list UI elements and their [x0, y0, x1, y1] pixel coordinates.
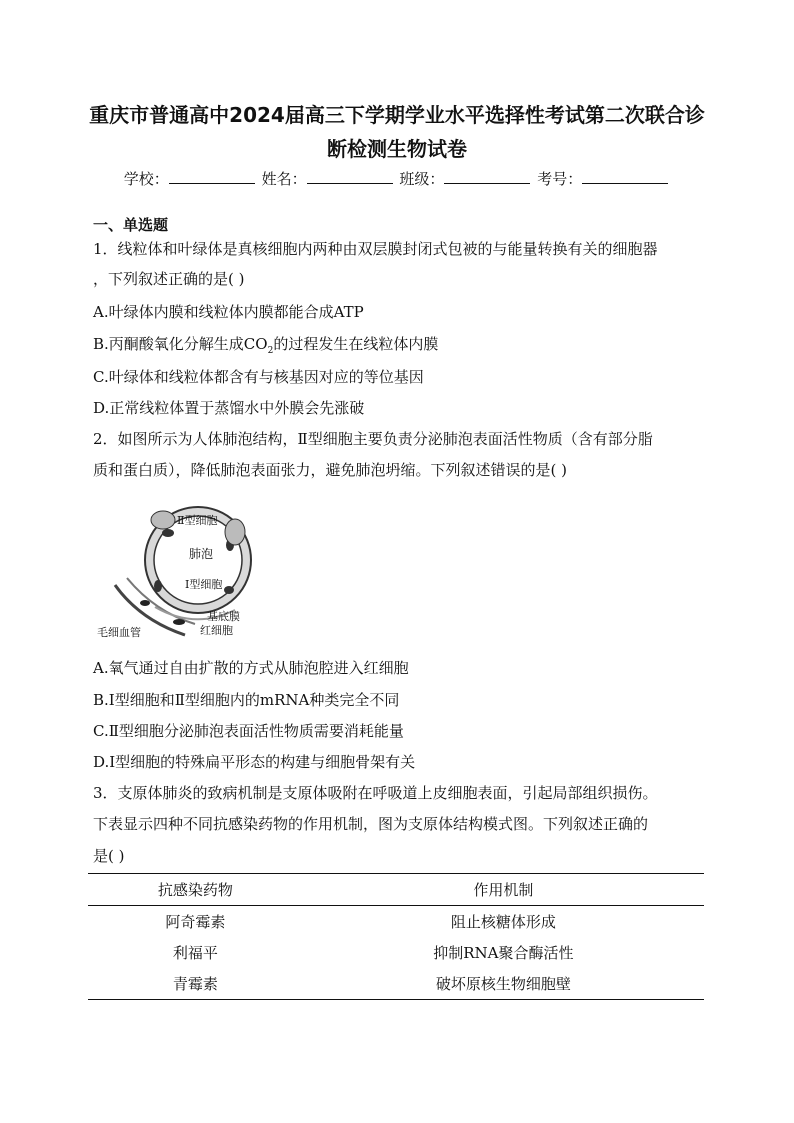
class-field[interactable]	[444, 168, 530, 184]
q2-stem-line1: 2．如图所示为人体肺泡结构，Ⅱ型细胞主要负责分泌肺泡表面活性物质（含有部分脂	[93, 430, 653, 448]
q1-stem-line1: 1．线粒体和叶绿体是真核细胞内两种由双层膜封闭式包被的与能量转换有关的细胞器	[93, 240, 658, 258]
q3-stem-line3: 是( )	[93, 847, 125, 865]
q2-option-c: C.Ⅱ型细胞分泌肺泡表面活性物质需要消耗能量	[93, 722, 404, 740]
drug-mechanism-table	[88, 873, 704, 1000]
label-capillary: 毛细血管	[97, 626, 141, 639]
red-blood-cell	[173, 619, 185, 625]
exam-title-line1: 重庆市普通高中2024届高三下学期学业水平选择性考试第二次联合诊	[89, 103, 705, 127]
red-blood-cell	[140, 600, 150, 606]
table-header-cell: 抗感染药物	[88, 874, 303, 906]
q2-option-b: B.Ⅰ型细胞和Ⅱ型细胞内的mRNA种类完全不同	[93, 691, 400, 709]
school-label: 学校：	[123, 170, 169, 188]
table-cell: 青霉素	[88, 968, 303, 1000]
q1-option-b-subscript: 2	[267, 346, 274, 356]
number-field[interactable]	[582, 168, 668, 184]
label-red-blood-cell: 红细胞	[200, 624, 233, 637]
number-label: 考号：	[537, 170, 583, 188]
label-type2-cell: Ⅱ型细胞	[177, 514, 218, 527]
table-row	[88, 906, 704, 938]
table-header-cell: 作用机制	[303, 874, 704, 906]
cell-nucleus	[154, 580, 162, 592]
cell-nucleus	[224, 586, 234, 594]
q1-option-b	[93, 333, 438, 362]
q2-option-a: A.氧气通过自由扩散的方式从肺泡腔进入红细胞	[93, 659, 409, 677]
q1-option-a: A.叶绿体内膜和线粒体内膜都能合成ATP	[93, 303, 364, 321]
table-row	[88, 937, 704, 968]
name-label: 姓名：	[261, 170, 307, 188]
q3-stem-line2: 下表显示四种不同抗感染药物的作用机制，图为支原体结构模式图。下列叙述正确的	[93, 815, 649, 833]
school-field[interactable]	[169, 168, 255, 184]
q1-stem-line2: ，下列叙述正确的是( )	[93, 270, 245, 288]
alveolus-diagram	[95, 490, 265, 642]
label-alveolus: 肺泡	[189, 547, 214, 561]
type2-cell	[225, 519, 245, 545]
q2-option-d: D.Ⅰ型细胞的特殊扁平形态的构建与细胞骨架有关	[93, 753, 416, 771]
exam-title-line2: 断检测生物试卷	[327, 137, 467, 161]
section-heading: 一、单选题	[93, 216, 169, 234]
table-cell: 抑制RNA聚合酶活性	[433, 944, 574, 962]
q1-option-b-text1: B.丙酮酸氧化分解生成CO	[93, 335, 268, 353]
type2-cell	[151, 511, 175, 529]
table-row	[88, 968, 704, 1000]
q1-option-d: D.正常线粒体置于蒸馏水中外膜会先涨破	[93, 399, 365, 417]
student-info-row	[0, 168, 794, 190]
table-cell: 破坏原核生物细胞壁	[303, 968, 704, 1000]
table-header-row	[88, 874, 704, 906]
label-type1-cell: Ⅰ型细胞	[185, 578, 223, 591]
table-cell: 阿奇霉素	[165, 913, 226, 931]
label-basement-membrane: 基底膜	[207, 610, 240, 623]
table-cell: 阻止核糖体形成	[450, 913, 556, 931]
name-field[interactable]	[307, 168, 393, 184]
class-label: 班级：	[399, 170, 445, 188]
q1-option-c: C.叶绿体和线粒体都含有与核基因对应的等位基因	[93, 368, 424, 386]
q1-option-b-text2: 的过程发生在线粒体内膜	[273, 335, 439, 353]
cell-nucleus	[162, 529, 174, 537]
q3-stem-line1: 3．支原体肺炎的致病机制是支原体吸附在呼吸道上皮细胞表面，引起局部组织损伤。	[93, 784, 658, 802]
table-cell: 利福平	[172, 944, 218, 962]
q2-stem-line2: 质和蛋白质），降低肺泡表面张力，避免肺泡坍缩。下列叙述错误的是( )	[93, 461, 567, 479]
